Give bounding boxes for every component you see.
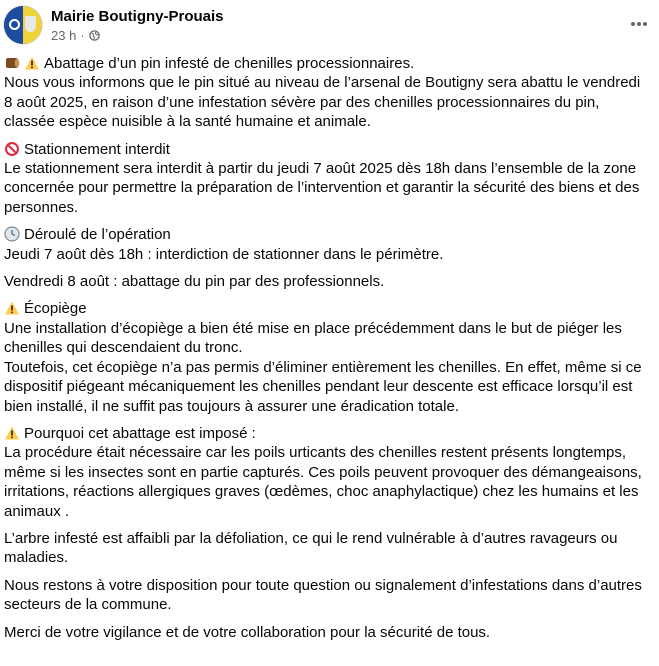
warning-icon [4,425,20,441]
page-avatar[interactable] [4,6,42,44]
intro-paragraph: Nous vous informons que le pin situé au niveau de l’arsenal de Boutigny sera abattu le vendredi 8 août 2025, en raison d’une infestation sévère par des chenilles processionnaires du pin, classée espèce nuisible à la santé humaine et animale. [4,74,641,131]
clock-icon [4,226,20,242]
more-options-icon[interactable] [629,14,649,34]
tree-weakened-paragraph: L’arbre infesté est affaibli par la défoliation, ce qui le rend vulnérable à d’autres ravageurs ou maladies. [4,529,618,567]
reason-paragraph: La procédure était nécessaire car les poils urticants des chenilles restent présents longtemps, même si les insectes sont en partie capturés. Ces poils peuvent provoquer des démangeaisons, irritations, réactions allergiques graves (œdèmes, choc anaphylactique) chez les humains et les animaux . [4,444,642,520]
thanks-paragraph: Merci de votre vigilance et de votre collaboration pour la sécurité de tous. [4,623,491,641]
post-body [4,54,652,642]
contact-paragraph: Nous restons à votre disposition pour toute question ou signalement d’infestations dans d’autres secteurs de la commune. [4,576,642,614]
post-header [0,0,659,52]
meta-separator: · [80,28,85,43]
trap-paragraph-2: Toutefois, cet écopiège n’a pas permis d’éliminer entièrement les chenilles. En effet, même si ce dispositif piégeant mécaniquement les chenilles pendant leur descente est efficace lorsqu’il est bien installé, il ne suffit pas toujours à assurer une éradication totale. [4,358,642,415]
operation-thursday: Jeudi 7 août dès 18h : interdiction de stationner dans le périmètre. [4,245,444,263]
post-time-link[interactable]: 23 h [51,28,77,43]
parking-heading: Stationnement interdit [4,140,652,159]
warning-icon [4,300,20,316]
no-entry-icon [4,141,20,157]
shield-icon [25,16,36,32]
log-icon [4,55,20,71]
coat-of-arms-emblem-icon [9,19,20,30]
globe-icon [89,30,100,41]
parking-paragraph: Le stationnement sera interdit à partir du jeudi 7 août 2025 dès 18h dans l’ensemble de la zone concernée pour permettre la préparation de l’intervention et garantir la sécurité des biens et des personnes. [4,160,640,216]
operation-heading: Déroulé de l’opération [4,225,652,244]
reason-heading: Pourquoi cet abattage est imposé : [4,424,652,443]
trap-heading: Écopiège [4,299,652,318]
page-name-link[interactable]: Mairie Boutigny-Prouais [51,8,224,25]
post-meta [51,28,100,43]
warning-icon [24,55,40,71]
trap-paragraph-1: Une installation d’écopiège a bien été mise en place précédemment dans le but de piéger les chenilles qui descendaient du tronc. [4,319,622,357]
post-title-line: Abattage d’un pin infesté de chenilles processionnaires. [4,54,652,73]
operation-friday: Vendredi 8 août : abattage du pin par des professionnels. [4,273,385,291]
